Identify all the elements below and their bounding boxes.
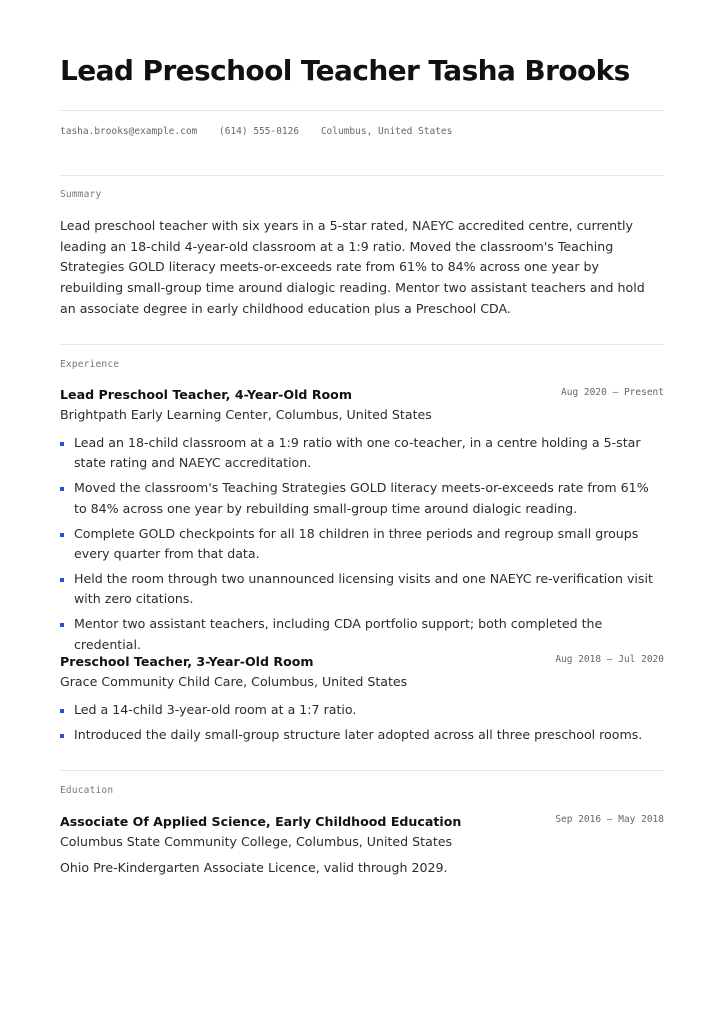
licence-note: Ohio Pre-Kindergarten Associate Licence, valid through 2029.	[60, 860, 448, 875]
education-heading: Education	[60, 785, 114, 796]
bullet-icon	[60, 533, 64, 537]
job-entry	[60, 384, 664, 660]
bullet-text: Introduced the daily small-group structure later adopted across all three preschool rooms.	[74, 726, 643, 742]
bullet-text: Moved the classroom's Teaching Strategies GOLD literacy meets-or-exceeds rate from 61% to 84% across one year by rebuilding small-group time around dialogic reading.	[74, 480, 649, 516]
divider	[60, 110, 664, 111]
job-title: Lead Preschool Teacher, 4-Year-Old Room	[60, 387, 352, 402]
education-header	[60, 811, 664, 831]
contact-location: Columbus, United States	[320, 126, 453, 137]
bullet-icon	[60, 709, 64, 713]
contact-line	[60, 126, 468, 137]
bullet-icon	[60, 734, 64, 738]
job-header	[60, 384, 664, 404]
job-bullet	[60, 725, 664, 745]
divider	[60, 175, 664, 176]
education-dates: Sep 2016 – May 2018	[555, 814, 664, 825]
bullet-text: Led a 14-child 3-year-old room at a 1:7 ratio.	[74, 702, 357, 717]
job-header	[60, 651, 664, 671]
bullet-text: Complete GOLD checkpoints for all 18 children in three periods and regroup small groups every quarter from that data.	[74, 525, 639, 562]
job-dates: Aug 2020 – Present	[561, 387, 664, 398]
school-name: Columbus State Community College, Columbus, United States	[60, 834, 453, 849]
job-dates: Aug 2018 – Jul 2020	[555, 654, 664, 665]
job-employer: Brightpath Early Learning Center, Columbus, United States	[60, 407, 432, 422]
bullet-text: Mentor two assistant teachers, including CDA portfolio support; both completed the credential.	[74, 616, 603, 652]
bullet-icon	[60, 578, 64, 582]
experience-heading: Experience	[60, 359, 120, 370]
contact-email: tasha.brooks@example.com	[60, 126, 198, 137]
job-bullet-list	[60, 433, 664, 655]
resume-title: Lead Preschool Teacher Tasha Brooks	[60, 54, 630, 87]
job-bullet	[60, 433, 664, 474]
bullet-icon	[60, 623, 64, 627]
bullet-icon	[60, 487, 64, 491]
job-bullet	[60, 569, 664, 610]
job-bullet	[60, 524, 664, 565]
job-bullet	[60, 700, 664, 720]
divider	[60, 770, 664, 771]
summary-text: Lead preschool teacher with six years in a 5-star rated, NAEYC accredited centre, currently leading an 18-child 4-year-old classroom at a 1:9 ratio. Moved the classroom's Teaching Strategies GOLD literacy meets-or-exceeds rate from 61% to 84% across one year by rebuilding small-group time around dialogic reading. Mentor two assistant teachers and hold an associate degree in early childhood education plus a Preschool CDA.	[60, 218, 645, 316]
contact-phone: (614) 555-0126	[219, 126, 300, 137]
job-bullet	[60, 478, 664, 519]
job-entry	[60, 651, 664, 750]
bullet-text: Held the room through two unannounced licensing visits and one NAEYC re-verification visit with zero citations.	[74, 570, 653, 607]
divider	[60, 344, 664, 345]
summary-heading: Summary	[60, 189, 102, 200]
job-bullet-list	[60, 700, 664, 745]
job-bullet	[60, 614, 664, 655]
education-entry	[60, 811, 664, 878]
bullet-text: Lead an 18-child classroom at a 1:9 ratio with one co-teacher, in a centre holding a 5-star state rating and NAEYC accreditation.	[74, 435, 641, 471]
degree-title: Associate Of Applied Science, Early Childhood Education	[60, 814, 462, 829]
job-title: Preschool Teacher, 3-Year-Old Room	[60, 654, 314, 669]
job-employer: Grace Community Child Care, Columbus, United States	[60, 674, 408, 689]
bullet-icon	[60, 442, 64, 446]
